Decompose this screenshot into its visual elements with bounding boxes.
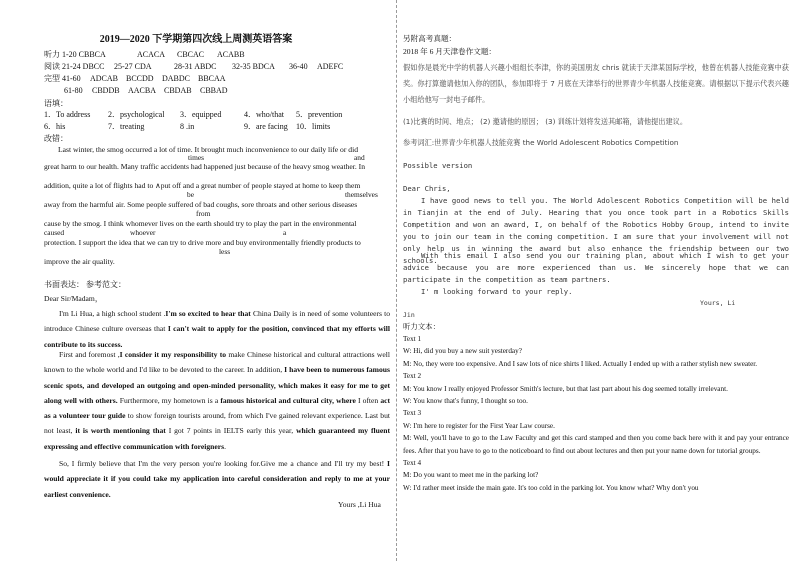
fill-row-1: 1．To address 2．psychological 3．equipped 4．who/that 5．prevention	[44, 110, 343, 119]
fill-row-2: 6．his 7．treating 8 .in 9．are facing 10．limits	[44, 122, 331, 131]
essay-text: So, I firmly believe that I'm the very person you're looking for.Give me a chance and I'll try my best!	[59, 459, 388, 468]
correction-fix: times	[188, 153, 205, 162]
correction-fix: caused	[44, 228, 65, 237]
correction-heading: 改错：	[44, 134, 68, 143]
correction-line-3: addition, quite a lot of flights had to ∧put off and a great number of people stayed at home to keep them	[44, 181, 361, 190]
answer-row-reading: 阅读 21-24 DBCC 25-27 CDA 28-31 ABDC 32-35 BDCA 36-40 ADEFC	[44, 62, 344, 71]
vocab-hint: 参考词汇:世界青少年机器人技能竞赛 the World Adolescent Robotics Competition	[403, 138, 679, 147]
letter-paragraph-1: I have good news to tell you. The World Adolescent Robotics Competition will be held in Tianjin at the end of July. Hearing that you once took part in a Robotics Skills Competition and won an award, I, on behalf of the Robotics Hobby Group, intend to invite you to join our team in the coming competition. I am sure that your involvement will not only help us in winning the award but also enhance the friendship between our two schools.	[403, 196, 789, 265]
essay-text: I often	[355, 395, 381, 405]
essay-prompt: 假如你是晨光中学的机器人兴趣小组组长李津，你的美国朋友 chris 就读于天津某国际学校，他曾在机器人技能竞赛中获奖。你打算邀请他加入你的团队，参加即将于 7 月底在天津举行的世界青少年机器人技能竞赛。请根据以下提示代表兴趣小组给他写一封电子邮件。	[403, 63, 789, 104]
dialogue-line: M: Do you want to meet me in the parking lot?	[403, 471, 539, 480]
essay-highlight: which guaranteed my fluent expressing and effective communication with foreigners	[44, 426, 390, 451]
correction-line-2: great harm to our health. Many traffic accidents had happened just because of the heavy smog weather. In	[44, 162, 365, 171]
essay-text: I'm Li Hua, a high school student .	[59, 309, 166, 318]
letter-paragraph-2: With this email I also send you our training plan, about which I wish to get your advice because you are more experienced than us. We sincerely hope that we can participate in the competition as team partners.	[403, 251, 789, 284]
dialogue-label: Text 4	[403, 459, 422, 468]
letter-greeting: Dear Chris,	[403, 184, 451, 193]
correction-fix: less	[219, 247, 231, 256]
essay-paragraph-2	[44, 347, 390, 454]
dialogue-line: W: Hi, did you buy a new suit yesterday?	[403, 347, 522, 356]
correction-fix: themselves	[345, 190, 378, 199]
essay-text: Furthermore, my hometown is a	[117, 395, 221, 405]
correction-fix: and	[354, 153, 365, 162]
dialogue-line: W: I'm here to register for the First Year Law course.	[403, 421, 555, 430]
correction-fix: from	[196, 209, 211, 218]
answer-row-listening: 听力 1-20 CBBCA ACACA CBCAC ACABB	[44, 50, 245, 59]
listening-transcript	[403, 333, 789, 494]
essay-highlight: I'm so excited to hear that	[165, 309, 251, 318]
possible-version-label: Possible version	[403, 161, 473, 170]
correction-line-7: improve the air quality.	[44, 257, 115, 266]
page-title: 2019—2020 下学期第四次线上周测英语答案	[99, 34, 293, 45]
essay-highlight: it is worth mentioning that	[75, 426, 166, 436]
essay-text: make Chinese historical and cultural attractions well known to the whole world and I'd like to be devoted to the career. In addition,	[44, 350, 390, 375]
correction-fix: a	[283, 228, 287, 237]
dialogue-line: W: You know that's funny, I thought so too.	[403, 397, 528, 406]
dialogue-line: M: No, they were too expensive. And I saw lots of nice shirts I liked. Actually I ended up with a rather stylish new sweater.	[403, 359, 758, 368]
dialogue-label: Text 1	[403, 335, 422, 343]
essay-highlight: famous historical and cultural city, where	[220, 395, 356, 405]
exam-year-line: 2018 年 6 月天津卷作文题：	[403, 47, 497, 56]
essay-text: China Daily is in need of some volunteers to introduce Chinese culture overseas that	[44, 309, 390, 334]
prompt-points: (1)比赛的时间、地点； (2) 邀请他的原因； (3) 训练计划将发送其邮箱，请他提出建议。	[403, 117, 688, 126]
fill-heading: 语填：	[44, 99, 68, 108]
essay-text: .	[224, 441, 226, 451]
correction-fix: be	[187, 190, 194, 199]
letter-paragraph-3: I' m looking forward to your reply.	[421, 287, 573, 296]
dialogue-line: M: Well, you'll have to go to the Law Faculty and get this card stamped and then you come back here with it and pay your entrance fees. After that you have to go to the noticeboard to find out about lectures and then put your name down for tutorial groups.	[403, 434, 789, 455]
right-heading: 另附高考真题：	[403, 34, 457, 43]
dialogue-line: W: I'd rather meet inside the main gate. It's too cold in the parking lot. You know what? Why don't you	[403, 483, 699, 492]
essay-text: First and foremost ,	[59, 350, 120, 359]
essay-greeting: Dear Sir/Madam，	[44, 294, 103, 303]
essay-paragraph-1	[44, 306, 390, 352]
essay-highlight: I can't wait to apply for the position, convinced that my efforts will contribute to its success.	[44, 324, 391, 349]
left-column	[0, 0, 392, 561]
letter-signature-cont: Jin	[403, 311, 415, 319]
dialogue-label: Text 3	[403, 409, 422, 418]
dialogue-label: Text 2	[403, 372, 422, 381]
dialogue-line: M: You know I really enjoyed Professor Smith's lecture, but that last part about his dog seemed totally irrelevant.	[403, 384, 728, 393]
correction-fix: whoever	[130, 228, 156, 237]
essay-highlight: I would appreciate it if you could take my application into careful consideration and reply to me at your earliest convenience.	[44, 459, 390, 499]
essay-heading: 书面表达： 参考范文：	[44, 280, 126, 289]
essay-highlight: I consider it my responsibility to	[119, 350, 227, 359]
correction-line-5: cause by the smog. I think whomever lives on the earth should try to play the part in the environmental	[44, 219, 357, 228]
letter-signature: Yours, Li	[700, 299, 736, 307]
answer-row-cloze-2: 61-80 CBDDB AACBA CBDAB CBBAD	[64, 86, 228, 95]
essay-paragraph-3	[44, 456, 390, 502]
essay-text: I got 7 points in IELTS early this year,	[165, 426, 297, 436]
correction-line-1: Last winter, the smog occurred a lot of time. It brought much inconvenience to our daily life or did	[58, 145, 358, 154]
listening-heading: 听力文本：	[403, 322, 440, 331]
correction-line-6: protection. I support the idea that we can try to drive more and buy environmentally friendly products to	[44, 238, 361, 247]
essay-signature: Yours ,Li Hua	[338, 500, 381, 509]
essay-highlight: I have been to numerous famous scenic spots, and developed an outgoing and open-minded personality, which makes it easy for me to get along well with others.	[44, 365, 390, 405]
essay-text: to show foreign tourists around, from which I've gained relevant experience. Last but not least,	[44, 411, 390, 436]
column-divider	[396, 0, 397, 561]
answer-row-cloze: 完型 41-60 ADCAB BCCDD DABDC BBCAA	[44, 74, 226, 83]
correction-line-4: away from the harmful air. Some people suffered of bad coughs, sore throats and other serious diseases	[44, 200, 358, 209]
essay-highlight: act as a volunteer tour guide	[44, 395, 391, 421]
